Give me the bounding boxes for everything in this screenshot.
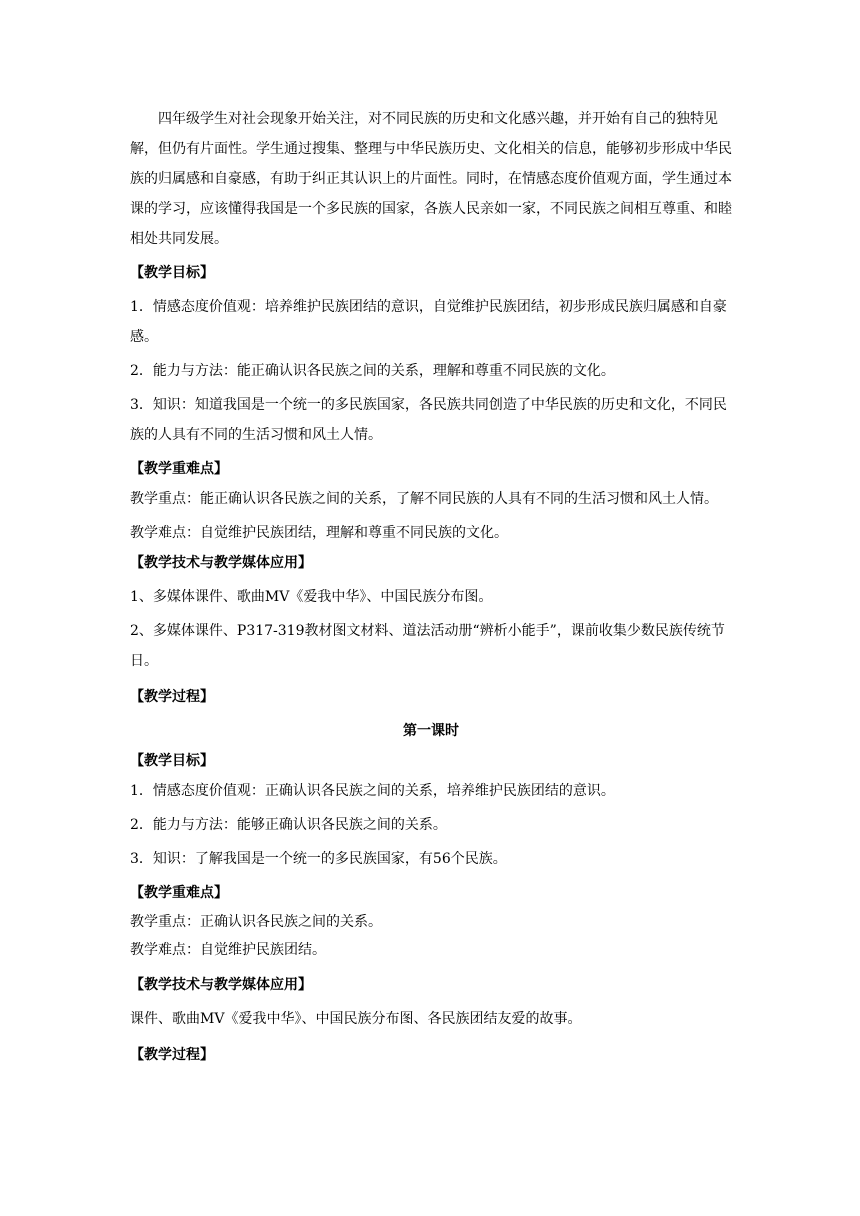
key-point: 教学重点：能正确认识各民族之间的关系，了解不同民族的人具有不同的生活习惯和风土人情。 [130,491,718,507]
difficult-point: 教学难点：自觉维护民族团结，理解和尊重不同民族的文化。 [130,525,508,541]
lesson-goal-item: 3．知识：了解我国是一个统一的多民族国家，有56个民族。 [130,851,507,867]
lesson-goals-heading: 【教学目标】 [130,753,214,769]
document-page [130,104,732,1070]
lesson-difficult-point: 教学难点：自觉维护民族团结。 [130,942,326,958]
media-heading: 【教学技术与教学媒体应用】 [130,555,312,571]
lesson-goal-item: 2．能力与方法：能够正确认识各民族之间的关系。 [130,817,447,833]
goal-item: 2．能力与方法：能正确认识各民族之间的关系，理解和尊重不同民族的文化。 [130,363,615,379]
lesson-media-heading: 【教学技术与教学媒体应用】 [130,977,312,993]
lesson-key-point: 教学重点：正确认识各民族之间的关系。 [130,914,382,930]
goal-item: 1．情感态度价值观：培养维护民族团结的意识，自觉维护民族团结，初步形成民族归属感和自豪感。 [130,299,727,345]
media-item: 1、多媒体课件、歌曲MV《爱我中华》、中国民族分布图。 [130,589,493,605]
lesson-key-difficult-heading: 【教学重难点】 [130,885,228,901]
lesson-process-heading: 【教学过程】 [130,1047,214,1063]
intro-paragraph: 四年级学生对社会现象开始关注，对不同民族的历史和文化感兴趣，并开始有自己的独特见解，但仍有片面性。学生通过搜集、整理与中华民族历史、文化相关的信息，能够初步形成中华民族的归属感和自豪感，有助于纠正其认识上的片面性。同时，在情感态度价值观方面，学生通过本课的学习，应该懂得我国是一个多民族的国家，各族人民亲如一家，不同民族之间相互尊重、和睦相处共同发展。 [130,111,732,247]
lesson-title: 第一课时 [403,723,459,739]
goals-heading: 【教学目标】 [130,265,214,281]
media-item: 2、多媒体课件、P317-319教材图文材料、道法活动册“辨析小能手”，课前收集少数民族传统节日。 [130,623,725,669]
lesson-media-item: 课件、歌曲MV《爱我中华》、中国民族分布图、各民族团结友爱的故事。 [130,1011,582,1027]
lesson-goal-item: 1．情感态度价值观：正确认识各民族之间的关系，培养维护民族团结的意识。 [130,783,615,799]
process-heading: 【教学过程】 [130,689,214,705]
goal-item: 3．知识：知道我国是一个统一的多民族国家，各民族共同创造了中华民族的历史和文化，不同民族的人具有不同的生活习惯和风土人情。 [130,397,727,443]
key-difficult-heading: 【教学重难点】 [130,461,228,477]
